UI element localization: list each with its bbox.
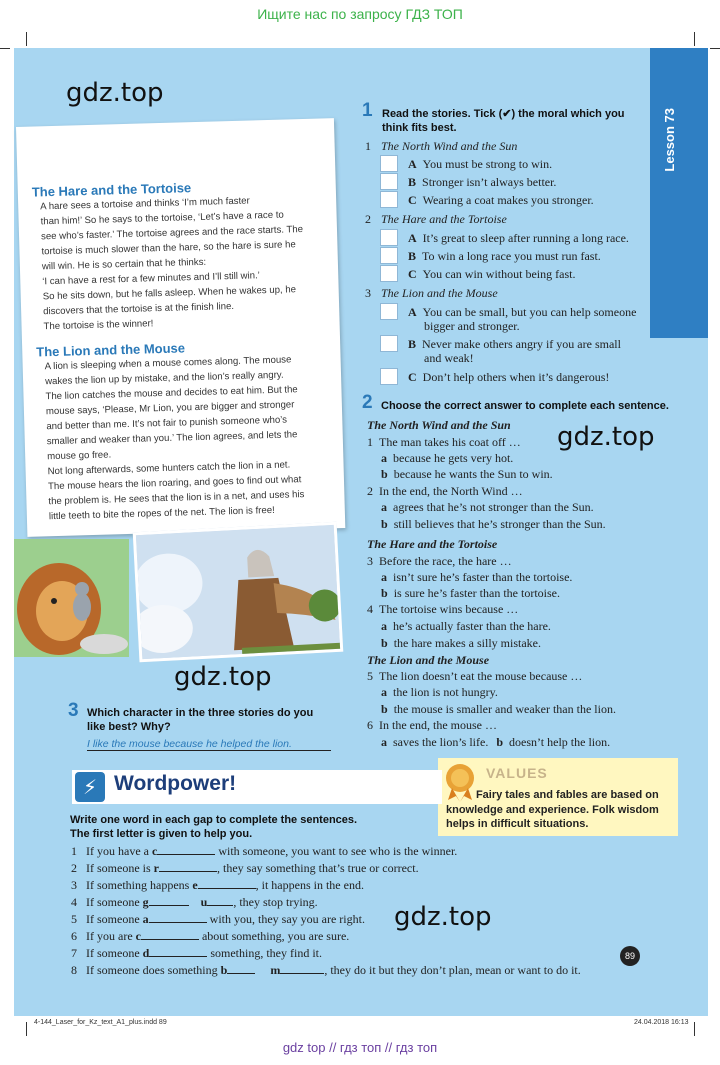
option-text: Never make others angry if you are small [422, 337, 621, 351]
answer-gap[interactable] [141, 929, 199, 940]
answer-option[interactable]: a because he gets very hot. [381, 451, 514, 465]
story-line: The mouse hears the lion roaring, and goes to find out what [47, 474, 302, 493]
answer-text: because he wants the Sun to win. [393, 467, 553, 481]
question [367, 717, 497, 733]
story-line: So he sits down, but he falls asleep. When he wakes up, he [42, 284, 297, 303]
option [408, 192, 594, 208]
section-title: The North Wind and the Sun [367, 418, 511, 432]
item-text: about something, you are sure. [198, 929, 350, 943]
page-number: 89 [620, 946, 640, 966]
lightning-icon: ⚡ [75, 772, 105, 802]
answer-option[interactable]: b is sure he’s faster than the tortoise. [381, 586, 560, 600]
instruction-line: The first letter is given to help you. [70, 828, 253, 840]
exercise-1-number: 1 [362, 100, 373, 121]
wordpower-item [71, 945, 322, 961]
exercise-3-number: 3 [68, 700, 79, 721]
print-footer-right: 24.04.2018 16:13 [634, 1019, 689, 1026]
checkbox[interactable] [380, 303, 398, 320]
wordpower-item [71, 911, 365, 927]
item-text: , they stop trying. [233, 895, 318, 909]
option [408, 369, 609, 385]
item-number: 1 [71, 844, 77, 858]
wordpower-item [71, 877, 364, 893]
question-number: 4 [367, 602, 373, 616]
option-text: Wearing a coat makes you stronger. [422, 193, 594, 207]
answer-gap[interactable] [198, 878, 256, 889]
item-text: If someone [86, 895, 143, 909]
answer-option[interactable]: b the mouse is smaller and weaker than the lion. [381, 702, 616, 716]
story-line: Not long afterwards, some hunters catch the lion in a net. [47, 459, 291, 478]
item-number: 4 [71, 895, 77, 909]
lesson-tab [650, 48, 708, 338]
question-text: The lion doesn’t eat the mouse because … [379, 669, 583, 683]
checkbox[interactable] [380, 155, 398, 172]
item-text: with you, they say you are right. [206, 912, 365, 926]
option-letter: B [408, 249, 417, 263]
option-text: You can win without being fast. [422, 267, 576, 281]
story-line: A lion is sleeping when a mouse comes along. The mouse [44, 354, 292, 373]
group-number: 1 [365, 139, 371, 153]
option-letter: B [408, 175, 417, 189]
answer-option[interactable]: a the lion is not hungry. [381, 685, 498, 699]
story-text [44, 351, 330, 524]
values-line: knowledge and experience. Folk wisdom [446, 803, 659, 816]
question-text: In the end, the mouse … [379, 718, 497, 732]
option-text: Don’t help others when it’s dangerous! [422, 370, 610, 384]
section-title: The Lion and the Mouse [367, 653, 490, 667]
values-box [438, 758, 678, 836]
item-text: If someone is [86, 861, 154, 875]
first-letter: e [192, 878, 198, 892]
story-line: mouse go free. [47, 449, 112, 463]
watermark: gdz.top [557, 422, 655, 452]
instruction-line: Read the stories. Tick (✔) the moral which you [382, 108, 625, 120]
wordpower-item [71, 860, 419, 876]
values-line: Fairy tales and fables are based on [475, 789, 659, 801]
group-number: 3 [365, 286, 371, 300]
story-line: see who’s faster.’ The tortoise agrees and the race starts. The [40, 224, 304, 243]
story-line: and better than me. It’s not fair to punish someone who’s [46, 414, 288, 433]
answer-option[interactable]: a isn’t sure he’s faster than the tortoise. [381, 570, 573, 584]
option-text: Stronger isn’t always better. [422, 175, 557, 189]
story-line: than him!’ So he says to the tortoise, ‘Let’s have a race to [40, 209, 284, 228]
question-text: In the end, the North Wind … [379, 484, 523, 498]
item-number: 7 [71, 946, 77, 960]
first-letter: c [151, 844, 158, 858]
question-text: The man takes his coat off … [379, 435, 521, 449]
question-number: 1 [367, 435, 373, 449]
first-letter: r [153, 861, 159, 875]
answer-text: isn’t sure he’s faster than the tortoise. [393, 570, 573, 584]
first-letter: a [142, 912, 149, 926]
option-letter: C [408, 370, 417, 384]
answer-gap[interactable] [149, 895, 189, 906]
lion-icon [14, 539, 129, 657]
exercise-3-answer[interactable]: I like the mouse because he helped the lion. [87, 738, 331, 751]
answer-option[interactable]: a he’s actually faster than the hare. [381, 619, 551, 633]
story-line: The lion catches the mouse and decides to eat him. But the [45, 384, 298, 403]
first-letter: c [135, 929, 141, 943]
wordpower-item [71, 962, 581, 978]
option [408, 266, 575, 282]
answer-option[interactable]: b still believes that he’s stronger than the Sun. [381, 517, 606, 531]
item-text: If something happens [86, 878, 193, 892]
item-text: , they do it but they don’t plan, mean or want to do it. [324, 963, 581, 977]
checkbox[interactable] [380, 335, 398, 352]
group-title: The North Wind and the Sun [381, 139, 518, 153]
group-title: The Hare and the Tortoise [381, 212, 507, 226]
print-footer-left: 4-144_Laser_for_Kz_text_A1_plus.indd 89 [34, 1019, 167, 1026]
crop-mark [0, 48, 10, 49]
story-line: little teeth to bite the ropes of the net. The lion is free! [48, 504, 275, 523]
first-letter: g [142, 895, 149, 909]
lion-mouse-illustration [14, 539, 129, 657]
answer-text: doesn’t help the lion. [509, 735, 611, 749]
question-line: like best? Why? [87, 721, 171, 733]
option-letter: A [408, 231, 417, 245]
illustrations [14, 535, 344, 660]
option-letter: C [408, 267, 417, 281]
checkbox[interactable] [380, 173, 398, 190]
item-text: If you have a [86, 844, 152, 858]
item-text: something, they find it. [207, 946, 322, 960]
exercise-1-instruction [382, 107, 625, 135]
question-number: 3 [367, 554, 373, 568]
values-title: VALUES [486, 765, 548, 781]
option-letter: C [408, 193, 417, 207]
checkbox[interactable] [380, 368, 398, 385]
item-text: with someone, you want to see who is the winner. [215, 844, 458, 858]
option-letter: B [408, 337, 417, 351]
answer-gap[interactable] [149, 946, 207, 957]
item-number: 3 [71, 878, 77, 892]
wind-icon [136, 525, 343, 663]
story-line: the problem is. He sees that the lion is in a net, and uses his [48, 489, 305, 508]
answer-gap[interactable] [159, 861, 217, 872]
answer-gap[interactable] [157, 844, 215, 855]
story-line: ‘I can have a rest for a few minutes and I’ll still win.’ [42, 270, 260, 288]
option-text: It’s great to sleep after running a long race. [422, 231, 629, 245]
story-title: The Lion and the Mouse [36, 340, 186, 360]
story-line: will win. He is so certain that he thinks: [41, 256, 207, 273]
story-line: discovers that the tortoise is at the finish line. [43, 300, 235, 318]
section-title: The Hare and the Tortoise [367, 537, 498, 551]
item-number: 8 [71, 963, 77, 977]
instruction-line: think fits best. [382, 122, 457, 134]
answer-text: he’s actually faster than the hare. [393, 619, 551, 633]
answer-text: saves the lion’s life. [393, 735, 489, 749]
option-letter: A [408, 157, 417, 171]
item-text: If someone [86, 912, 143, 926]
top-banner[interactable]: Ищите нас по запросу ГДЗ ТОП [257, 6, 463, 22]
exercise-3-question [87, 706, 313, 734]
option [408, 230, 629, 246]
answer-text: agrees that he’s not stronger than the Sun. [393, 500, 594, 514]
answer-gap[interactable] [280, 963, 324, 974]
question-text: The tortoise wins because … [379, 602, 519, 616]
item-number: 2 [71, 861, 77, 875]
item-text: If someone [86, 946, 143, 960]
wordpower-item [71, 928, 349, 944]
item-number: 5 [71, 912, 77, 926]
option-text: To win a long race you must run fast. [422, 249, 601, 263]
answer-option[interactable]: b the hare makes a silly mistake. [381, 636, 541, 650]
item-text: , they say something that’s true or correct. [216, 861, 419, 875]
answer-gap[interactable] [207, 895, 233, 906]
answer-option[interactable]: b because he wants the Sun to win. [381, 467, 553, 481]
instruction-line: Write one word in each gap to complete the sentences. [70, 814, 358, 826]
wordpower-instruction [70, 813, 357, 841]
crop-mark [694, 1022, 695, 1036]
answer-text: because he gets very hot. [393, 451, 514, 465]
group-title: The Lion and the Mouse [381, 286, 498, 300]
crop-mark [710, 48, 720, 49]
first-letter: b [220, 963, 228, 977]
answer-gap[interactable] [227, 963, 255, 974]
option [408, 174, 556, 190]
question [367, 434, 521, 450]
option-text: You can be small, but you can help someone [422, 305, 637, 319]
story-title: The Hare and the Tortoise [31, 180, 192, 200]
checkbox[interactable] [380, 265, 398, 282]
item-text: , it happens in the end. [255, 878, 364, 892]
option-text: You must be strong to win. [422, 157, 553, 171]
first-letter: u [200, 895, 208, 909]
values-text [446, 788, 659, 832]
bottom-links[interactable]: gdz top // гдз топ // гдз топ [282, 1040, 438, 1055]
wordpower-title: Wordpower! [114, 772, 237, 795]
answer-text: is sure he’s faster than the tortoise. [393, 586, 560, 600]
option-text-cont: bigger and stronger. [424, 319, 520, 333]
checkbox[interactable] [380, 191, 398, 208]
story-paper [16, 118, 345, 537]
wind-man-illustration [133, 522, 344, 662]
answer-option[interactable]: a saves the lion’s life. b doesn’t help the lion. [381, 735, 611, 749]
checkbox[interactable] [380, 229, 398, 246]
question-number: 2 [367, 484, 373, 498]
question-text: Before the race, the hare … [379, 554, 512, 568]
option-text-cont: and weak! [424, 351, 474, 365]
values-line: helps in difficult situations. [446, 818, 589, 830]
answer-option[interactable]: a agrees that he’s not stronger than the Sun. [381, 500, 594, 514]
story-line: A hare sees a tortoise and thinks ‘I’m much faster [40, 195, 250, 213]
story-text [40, 191, 326, 334]
watermark: gdz.top [394, 902, 492, 932]
lesson-label: Lesson 73 [662, 108, 677, 172]
option [408, 156, 552, 172]
option-letter: A [408, 305, 417, 319]
item-number: 6 [71, 929, 77, 943]
answer-text: the mouse is smaller and weaker than the lion. [393, 702, 616, 716]
story-line: tortoise is much slower than the hare, so the hare is sure he [41, 239, 296, 258]
option [408, 248, 601, 264]
story-line: mouse says, ‘Please, Mr Lion, you are bigger and stronger [45, 399, 295, 418]
answer-text: the lion is not hungry. [393, 685, 498, 699]
question-number: 5 [367, 669, 373, 683]
question [367, 553, 512, 569]
crop-mark [26, 1022, 27, 1036]
story-line: The tortoise is the winner! [43, 318, 154, 333]
answer-text: the hare makes a silly mistake. [393, 636, 541, 650]
question-line: Which character in the three stories do you [87, 707, 314, 719]
crop-mark [26, 32, 27, 46]
question [367, 668, 582, 684]
checkbox[interactable] [380, 247, 398, 264]
question [367, 483, 523, 499]
story-line: smaller and weaker than you.’ The lion agrees, and lets the [46, 429, 298, 448]
exercise-2-number: 2 [362, 392, 373, 413]
group-number: 2 [365, 212, 371, 226]
wordpower-item [71, 894, 318, 910]
crop-mark [694, 32, 695, 46]
answer-text: still believes that he’s stronger than the Sun. [393, 517, 606, 531]
first-letter: d [142, 946, 150, 960]
question [367, 601, 518, 617]
answer-gap[interactable] [149, 912, 207, 923]
watermark: gdz.top [174, 662, 272, 692]
exercise-2-instruction: Choose the correct answer to complete each sentence. [381, 400, 669, 412]
item-text: If you are [86, 929, 136, 943]
item-text: If someone does something [86, 963, 221, 977]
story-line: wakes the lion up by mistake, and the lion’s really angry. [44, 369, 284, 388]
wordpower-item [71, 843, 457, 859]
question-number: 6 [367, 718, 373, 732]
first-letter: m [270, 963, 281, 977]
watermark: gdz.top [66, 78, 164, 108]
